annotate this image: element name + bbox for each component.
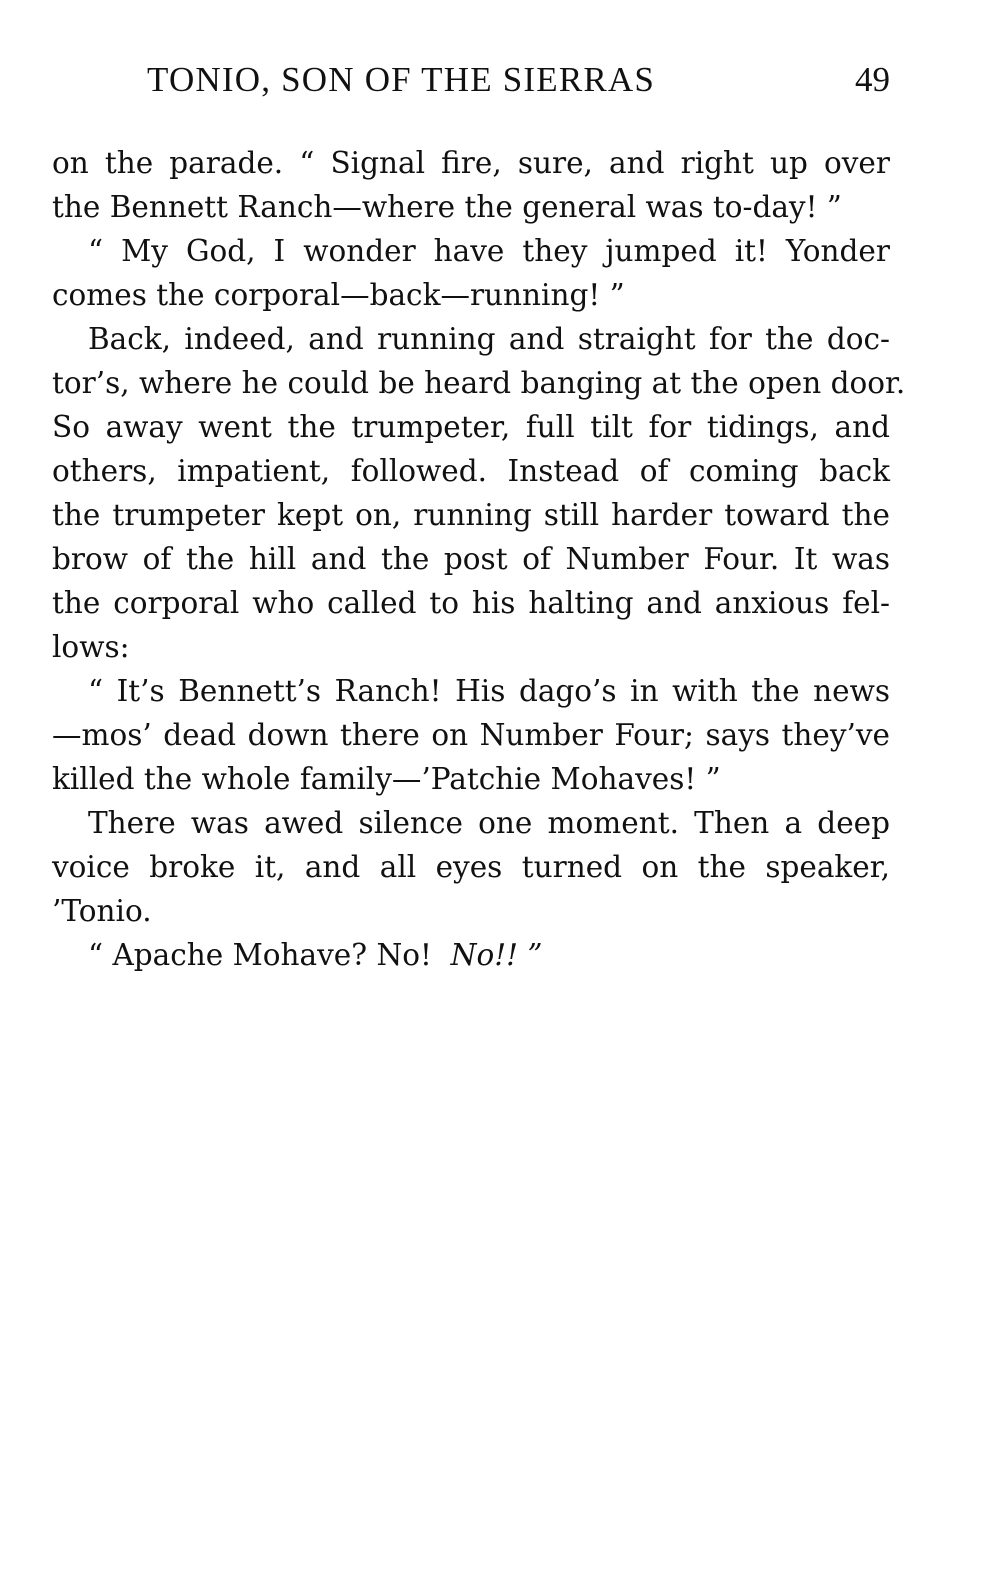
- text-line: tor’s, where he could be heard banging at the open door.: [52, 366, 906, 400]
- final-quote-text: “ Apache Mohave? No!: [88, 938, 432, 972]
- emphasized-exclamation: No!! ”: [450, 938, 543, 972]
- page-number: 49: [855, 60, 890, 99]
- text-line: others, impatient, followed. Instead of coming back: [52, 454, 890, 488]
- text-line: There was awed silence one moment. Then a deep: [88, 806, 890, 840]
- text-line: “ It’s Bennett’s Ranch! His dago’s in with the news: [88, 674, 890, 708]
- text-line: brow of the hill and the post of Number Four. It was: [52, 542, 890, 576]
- text-line: —mos’ dead down there on Number Four; says they’ve: [52, 718, 890, 752]
- running-title: TONIO, SON OF THE SIERRAS: [147, 60, 656, 99]
- text-line-final: [52, 933, 890, 977]
- text-line: “ My God, I wonder have they jumped it! Yonder: [88, 234, 890, 268]
- text-line: the corporal who called to his halting and anxious fel-: [52, 586, 890, 620]
- body-text: [52, 141, 906, 977]
- text-line: So away went the trumpeter, full tilt for tidings, and: [52, 410, 890, 444]
- text-line: the Bennett Ranch—where the general was to-day! ”: [52, 190, 842, 224]
- text-line: voice broke it, and all eyes turned on the speaker,: [52, 850, 890, 884]
- text-line: killed the whole family—’Patchie Mohaves! ”: [52, 762, 721, 796]
- text-line: ’Tonio.: [52, 894, 152, 928]
- text-line: the trumpeter kept on, running still harder toward the: [52, 498, 890, 532]
- text-line: on the parade. “ Signal fire, sure, and right up over: [52, 146, 890, 180]
- text-line: lows:: [52, 630, 130, 664]
- text-line: Back, indeed, and running and straight for the doc-: [88, 322, 890, 356]
- page-header: [52, 58, 890, 104]
- text-line: comes the corporal—back—running! ”: [52, 278, 625, 312]
